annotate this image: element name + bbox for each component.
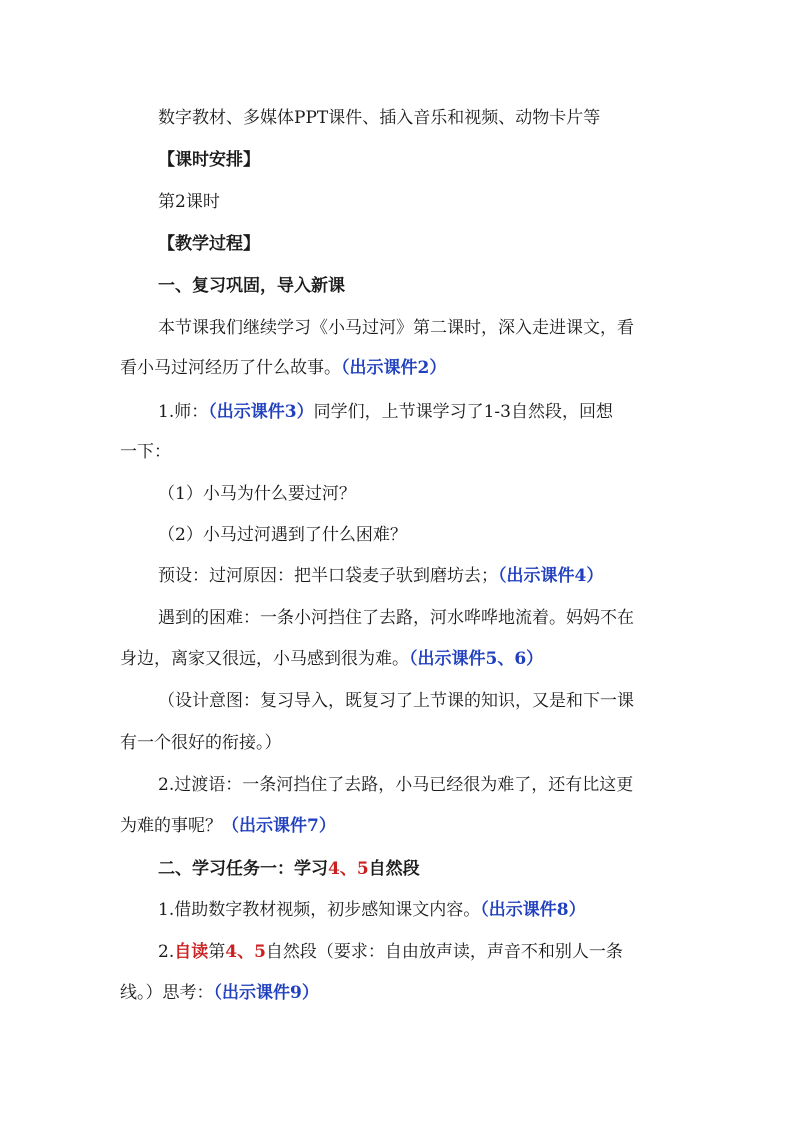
paragraph-text: 线。）思考： <box>120 983 214 1003</box>
subheading-review <box>158 274 718 298</box>
section-heading-schedule <box>158 148 718 172</box>
paragraph-text: 有一个很好的衔接。） <box>120 733 282 753</box>
paragraph-text: 遇到的困难：一条小河挡住了去路，河水哗哗地流着。妈妈不在 <box>158 608 634 628</box>
paragraph-line <box>158 400 718 424</box>
paragraph-line <box>120 981 680 1005</box>
heading-text: 【教学过程】 <box>158 234 260 254</box>
paragraph-line <box>158 773 718 797</box>
subheading-task-one <box>158 857 718 881</box>
paragraph-line <box>120 731 680 755</box>
paragraph-line <box>158 940 718 964</box>
paragraph-text: 1.师： <box>158 402 209 422</box>
paragraph-text: 1.借助数字教材视频，初步感知课文内容。 <box>158 900 481 920</box>
paragraph-line <box>158 898 718 922</box>
paragraph-text: 预设：过河原因：把半口袋麦子驮到磨坊去； <box>158 566 498 586</box>
slide-ref: （出示课件9） <box>213 983 319 1003</box>
lesson-text: 第2课时 <box>158 192 220 212</box>
paragraph-line <box>158 564 718 588</box>
slide-ref: （出示课件3） <box>208 402 314 422</box>
subheading-text: 二、学习任务一：学习 <box>158 859 328 879</box>
highlight-text: 自读 <box>174 942 209 962</box>
paragraph-text: 第 <box>208 942 226 962</box>
paragraph-line <box>158 316 718 340</box>
heading-text: 【课时安排】 <box>158 150 260 170</box>
highlight-text: 4、5 <box>328 859 369 879</box>
question-text: （2）小马过河遇到了什么困难？ <box>158 525 407 545</box>
materials-text: 数字教材、多媒体PPT课件、插入音乐和视频、动物卡片等 <box>158 108 601 128</box>
slide-ref: （出示课件5、6） <box>409 649 544 669</box>
slide-ref: （出示课件8） <box>480 900 586 920</box>
paragraph-text: 同学们，上节课学习了1-3自然段，回想 <box>313 402 613 422</box>
paragraph-text: （设计意图：复习导入，既复习了上节课的知识，又是和下一课 <box>158 691 634 711</box>
materials-line <box>158 106 718 130</box>
slide-ref: （出示课件2） <box>341 358 447 378</box>
question-text: （1）小马为什么要过河？ <box>158 484 356 504</box>
paragraph-text: 2. <box>158 942 175 962</box>
paragraph-text: 自然段（要求：自由放声读，声音不和别人一条 <box>265 942 623 962</box>
highlight-text: 4、5 <box>225 942 266 962</box>
paragraph-text: 2.过渡语：一条河挡住了去路，小马已经很为难了，还有比这更 <box>158 775 634 795</box>
question-item <box>158 482 718 506</box>
question-item <box>158 523 718 547</box>
subheading-text: 自然段 <box>368 859 420 879</box>
paragraph-text: 身边，离家又很远，小马感到很为难。 <box>120 649 409 669</box>
subheading-text: 一、复习巩固，导入新课 <box>158 276 345 296</box>
paragraph-line <box>120 647 680 671</box>
slide-ref: （出示课件7） <box>222 816 336 836</box>
paragraph-text: 一下： <box>120 442 171 462</box>
paragraph-line <box>120 814 680 838</box>
slide-ref: （出示课件4） <box>498 566 604 586</box>
section-heading-process <box>158 232 718 256</box>
paragraph-text: 为难的事呢？ <box>120 816 222 836</box>
paragraph-line <box>120 356 680 380</box>
paragraph-line <box>158 689 718 713</box>
paragraph-line <box>120 440 680 464</box>
paragraph-line <box>158 606 718 630</box>
paragraph-text: 本节课我们继续学习《小马过河》第二课时，深入走进课文，看 <box>158 318 634 338</box>
paragraph-text: 看小马过河经历了什么故事。 <box>120 358 341 378</box>
lesson-number <box>158 190 718 214</box>
